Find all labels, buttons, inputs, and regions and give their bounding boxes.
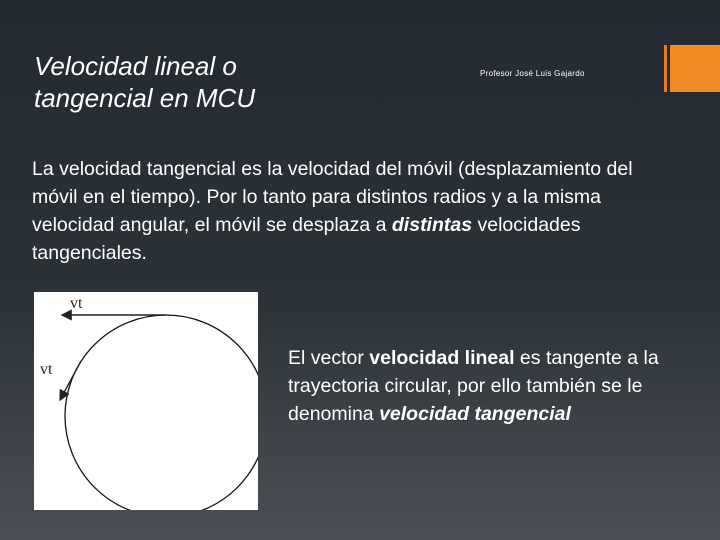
accent-block (670, 45, 720, 92)
body-text-part-1: La velocidad tangencial es la velocidad del móvil (desplazamiento del móvil en el tiempo). Por lo tanto para distintos radios y a la misma velocidad angular, el móvil se desplaza a (32, 158, 633, 236)
author-name: Profesor José Luis Gajardo (480, 69, 585, 78)
title-line-2: tangencial en MCU (34, 83, 256, 113)
side-text-part-1: El vector (288, 347, 370, 369)
title-line-1: Velocidad lineal o (34, 51, 237, 81)
body-emphasis: distintas (391, 214, 473, 236)
circle-velocity-figure (34, 292, 258, 510)
body-text-part-2: velocidades tangenciales. (32, 214, 581, 264)
slide-title (34, 50, 364, 114)
side-paragraph (288, 344, 668, 428)
accent-line (664, 45, 667, 92)
side-bold-term: velocidad lineal (369, 347, 515, 369)
vt-label-left: vt (40, 361, 53, 378)
circle-diagram (34, 292, 258, 510)
side-bold-italic-term: velocidad tangencial (379, 403, 571, 425)
vt-arrow-left (60, 361, 81, 400)
body-paragraph (32, 155, 672, 267)
trajectory-circle (65, 315, 258, 510)
vt-label-top: vt (70, 295, 83, 312)
side-text-part-2: es tangente a la trayectoria circular, por ello también se le denomina (288, 347, 659, 425)
